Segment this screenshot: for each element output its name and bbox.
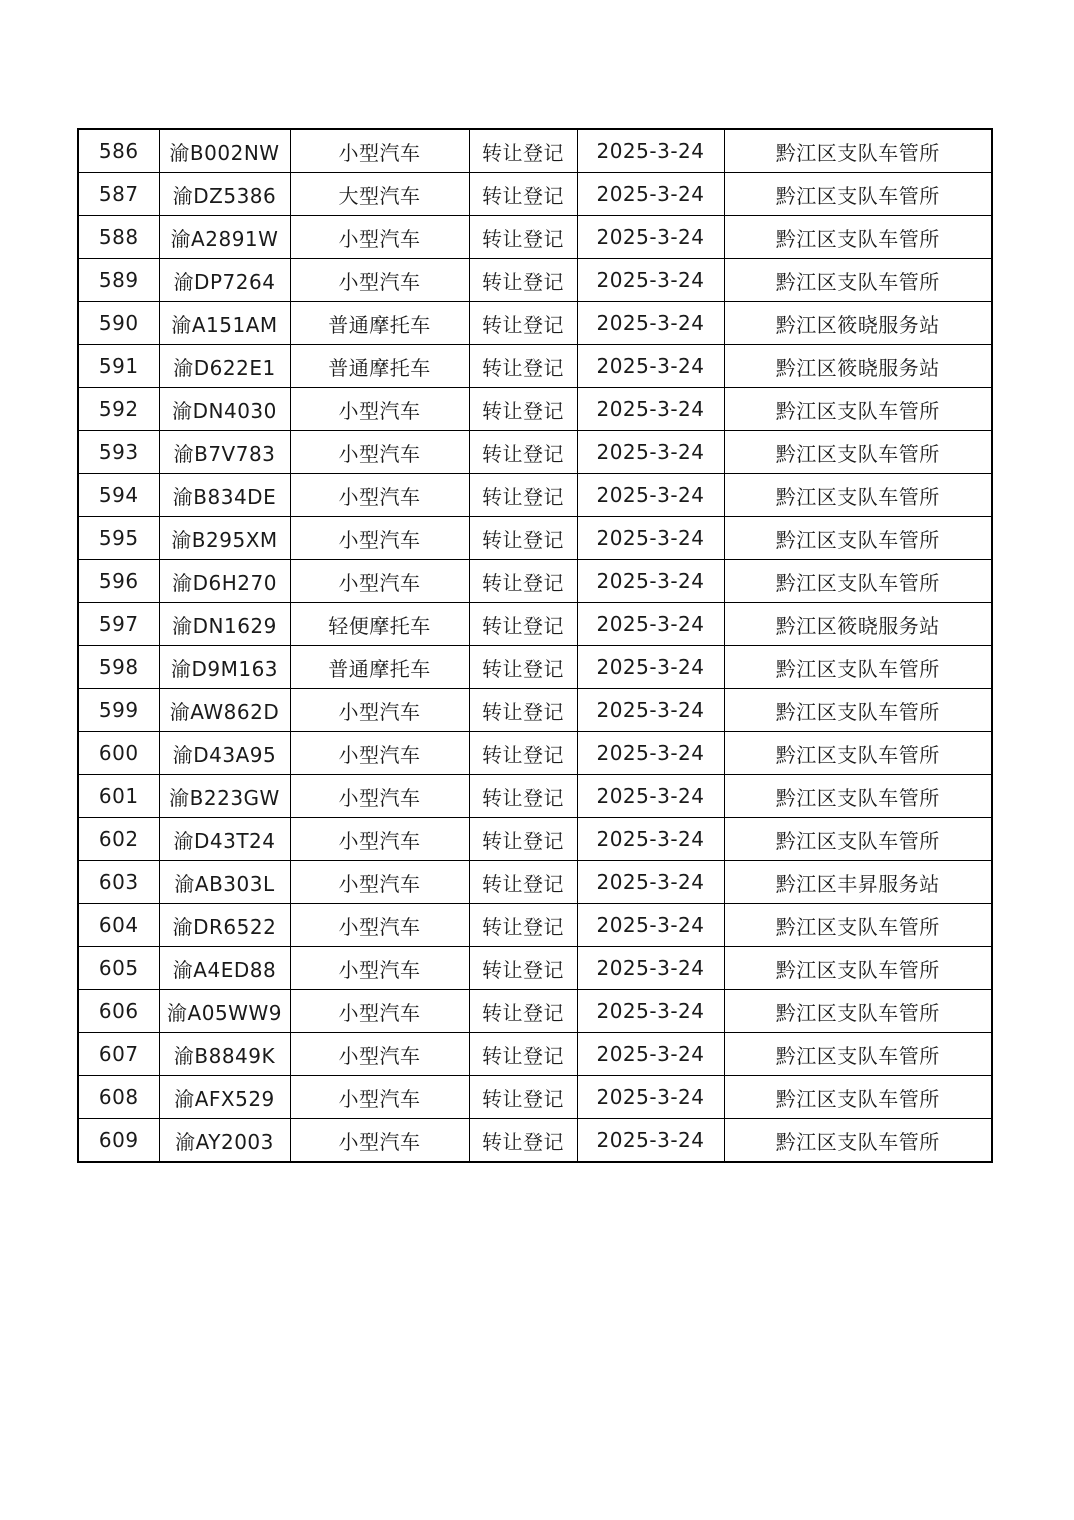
table-row (78, 904, 992, 947)
date-cell: 2025-3-24 (577, 388, 724, 431)
office-cell: 黔江区支队车管所 (724, 129, 992, 173)
date-cell: 2025-3-24 (577, 1033, 724, 1076)
vehicle-type-cell: 小型汽车 (290, 474, 469, 517)
table-row (78, 732, 992, 775)
serial-number-cell: 607 (78, 1033, 159, 1076)
vehicle-type-cell: 小型汽车 (290, 990, 469, 1033)
vehicle-type-cell: 普通摩托车 (290, 646, 469, 689)
date-cell: 2025-3-24 (577, 517, 724, 560)
business-type-cell: 转让登记 (469, 689, 577, 732)
vehicle-type-cell: 小型汽车 (290, 129, 469, 173)
office-cell: 黔江区丰昇服务站 (724, 861, 992, 904)
business-type-cell: 转让登记 (469, 129, 577, 173)
plate-number-cell: 渝B7V783 (159, 431, 290, 474)
office-cell: 黔江区支队车管所 (724, 646, 992, 689)
date-cell: 2025-3-24 (577, 431, 724, 474)
serial-number-cell: 596 (78, 560, 159, 603)
plate-number-cell: 渝A4ED88 (159, 947, 290, 990)
table-row (78, 603, 992, 646)
table-row (78, 1033, 992, 1076)
vehicle-type-cell: 小型汽车 (290, 259, 469, 302)
serial-number-cell: 601 (78, 775, 159, 818)
plate-number-cell: 渝B295XM (159, 517, 290, 560)
office-cell: 黔江区支队车管所 (724, 216, 992, 259)
office-cell: 黔江区支队车管所 (724, 904, 992, 947)
plate-number-cell: 渝AB303L (159, 861, 290, 904)
vehicle-type-cell: 小型汽车 (290, 216, 469, 259)
date-cell: 2025-3-24 (577, 302, 724, 345)
business-type-cell: 转让登记 (469, 947, 577, 990)
serial-number-cell: 609 (78, 1119, 159, 1163)
date-cell: 2025-3-24 (577, 732, 724, 775)
table-row (78, 129, 992, 173)
plate-number-cell: 渝AY2003 (159, 1119, 290, 1163)
vehicle-type-cell: 小型汽车 (290, 431, 469, 474)
serial-number-cell: 595 (78, 517, 159, 560)
table-row (78, 646, 992, 689)
table-row (78, 517, 992, 560)
business-type-cell: 转让登记 (469, 173, 577, 216)
serial-number-cell: 588 (78, 216, 159, 259)
plate-number-cell: 渝DN1629 (159, 603, 290, 646)
vehicle-type-cell: 小型汽车 (290, 732, 469, 775)
plate-number-cell: 渝D43A95 (159, 732, 290, 775)
date-cell: 2025-3-24 (577, 775, 724, 818)
date-cell: 2025-3-24 (577, 259, 724, 302)
business-type-cell: 转让登记 (469, 431, 577, 474)
office-cell: 黔江区支队车管所 (724, 689, 992, 732)
office-cell: 黔江区支队车管所 (724, 259, 992, 302)
table-row (78, 345, 992, 388)
plate-number-cell: 渝DP7264 (159, 259, 290, 302)
serial-number-cell: 608 (78, 1076, 159, 1119)
business-type-cell: 转让登记 (469, 861, 577, 904)
plate-number-cell: 渝B8849K (159, 1033, 290, 1076)
table-row (78, 431, 992, 474)
vehicle-type-cell: 轻便摩托车 (290, 603, 469, 646)
business-type-cell: 转让登记 (469, 904, 577, 947)
plate-number-cell: 渝A05WW9 (159, 990, 290, 1033)
plate-number-cell: 渝AW862D (159, 689, 290, 732)
business-type-cell: 转让登记 (469, 732, 577, 775)
business-type-cell: 转让登记 (469, 646, 577, 689)
table-row (78, 173, 992, 216)
plate-number-cell: 渝DZ5386 (159, 173, 290, 216)
business-type-cell: 转让登记 (469, 603, 577, 646)
table-row (78, 861, 992, 904)
serial-number-cell: 594 (78, 474, 159, 517)
business-type-cell: 转让登记 (469, 990, 577, 1033)
table-row (78, 1076, 992, 1119)
date-cell: 2025-3-24 (577, 216, 724, 259)
office-cell: 黔江区支队车管所 (724, 1033, 992, 1076)
vehicle-type-cell: 小型汽车 (290, 689, 469, 732)
business-type-cell: 转让登记 (469, 216, 577, 259)
table-row (78, 388, 992, 431)
business-type-cell: 转让登记 (469, 818, 577, 861)
business-type-cell: 转让登记 (469, 775, 577, 818)
serial-number-cell: 599 (78, 689, 159, 732)
plate-number-cell: 渝D622E1 (159, 345, 290, 388)
table-row (78, 560, 992, 603)
vehicle-type-cell: 小型汽车 (290, 1076, 469, 1119)
serial-number-cell: 592 (78, 388, 159, 431)
plate-number-cell: 渝B002NW (159, 129, 290, 173)
serial-number-cell: 587 (78, 173, 159, 216)
serial-number-cell: 590 (78, 302, 159, 345)
plate-number-cell: 渝D6H270 (159, 560, 290, 603)
business-type-cell: 转让登记 (469, 517, 577, 560)
serial-number-cell: 604 (78, 904, 159, 947)
date-cell: 2025-3-24 (577, 603, 724, 646)
date-cell: 2025-3-24 (577, 474, 724, 517)
date-cell: 2025-3-24 (577, 1076, 724, 1119)
serial-number-cell: 598 (78, 646, 159, 689)
table-body (78, 129, 992, 1162)
business-type-cell: 转让登记 (469, 259, 577, 302)
office-cell: 黔江区支队车管所 (724, 517, 992, 560)
table-row (78, 1119, 992, 1163)
date-cell: 2025-3-24 (577, 689, 724, 732)
serial-number-cell: 603 (78, 861, 159, 904)
office-cell: 黔江区支队车管所 (724, 775, 992, 818)
date-cell: 2025-3-24 (577, 861, 724, 904)
plate-number-cell: 渝A151AM (159, 302, 290, 345)
serial-number-cell: 605 (78, 947, 159, 990)
date-cell: 2025-3-24 (577, 345, 724, 388)
office-cell: 黔江区筱晓服务站 (724, 603, 992, 646)
serial-number-cell: 602 (78, 818, 159, 861)
vehicle-type-cell: 小型汽车 (290, 818, 469, 861)
table-row (78, 947, 992, 990)
vehicle-type-cell: 小型汽车 (290, 904, 469, 947)
business-type-cell: 转让登记 (469, 474, 577, 517)
office-cell: 黔江区支队车管所 (724, 560, 992, 603)
table-row (78, 818, 992, 861)
serial-number-cell: 600 (78, 732, 159, 775)
plate-number-cell: 渝A2891W (159, 216, 290, 259)
plate-number-cell: 渝D43T24 (159, 818, 290, 861)
business-type-cell: 转让登记 (469, 1076, 577, 1119)
table-row (78, 302, 992, 345)
plate-number-cell: 渝DN4030 (159, 388, 290, 431)
vehicle-type-cell: 小型汽车 (290, 775, 469, 818)
office-cell: 黔江区支队车管所 (724, 474, 992, 517)
vehicle-type-cell: 小型汽车 (290, 560, 469, 603)
date-cell: 2025-3-24 (577, 560, 724, 603)
table-row (78, 689, 992, 732)
table-row (78, 990, 992, 1033)
table-row (78, 474, 992, 517)
table-row (78, 216, 992, 259)
vehicle-type-cell: 普通摩托车 (290, 302, 469, 345)
vehicle-type-cell: 小型汽车 (290, 1119, 469, 1163)
office-cell: 黔江区支队车管所 (724, 732, 992, 775)
vehicle-type-cell: 小型汽车 (290, 947, 469, 990)
date-cell: 2025-3-24 (577, 646, 724, 689)
serial-number-cell: 606 (78, 990, 159, 1033)
office-cell: 黔江区支队车管所 (724, 1076, 992, 1119)
business-type-cell: 转让登记 (469, 1033, 577, 1076)
vehicle-transfer-table (77, 128, 993, 1163)
vehicle-type-cell: 小型汽车 (290, 861, 469, 904)
office-cell: 黔江区支队车管所 (724, 173, 992, 216)
business-type-cell: 转让登记 (469, 1119, 577, 1163)
table-row (78, 259, 992, 302)
serial-number-cell: 586 (78, 129, 159, 173)
serial-number-cell: 597 (78, 603, 159, 646)
plate-number-cell: 渝DR6522 (159, 904, 290, 947)
serial-number-cell: 589 (78, 259, 159, 302)
date-cell: 2025-3-24 (577, 129, 724, 173)
date-cell: 2025-3-24 (577, 818, 724, 861)
table-row (78, 775, 992, 818)
plate-number-cell: 渝B834DE (159, 474, 290, 517)
serial-number-cell: 591 (78, 345, 159, 388)
date-cell: 2025-3-24 (577, 947, 724, 990)
office-cell: 黔江区支队车管所 (724, 818, 992, 861)
serial-number-cell: 593 (78, 431, 159, 474)
vehicle-type-cell: 大型汽车 (290, 173, 469, 216)
office-cell: 黔江区支队车管所 (724, 1119, 992, 1163)
date-cell: 2025-3-24 (577, 173, 724, 216)
vehicle-type-cell: 小型汽车 (290, 388, 469, 431)
vehicle-type-cell: 普通摩托车 (290, 345, 469, 388)
business-type-cell: 转让登记 (469, 345, 577, 388)
date-cell: 2025-3-24 (577, 1119, 724, 1163)
office-cell: 黔江区支队车管所 (724, 388, 992, 431)
business-type-cell: 转让登记 (469, 560, 577, 603)
office-cell: 黔江区支队车管所 (724, 947, 992, 990)
plate-number-cell: 渝D9M163 (159, 646, 290, 689)
vehicle-type-cell: 小型汽车 (290, 1033, 469, 1076)
office-cell: 黔江区支队车管所 (724, 431, 992, 474)
office-cell: 黔江区筱晓服务站 (724, 345, 992, 388)
office-cell: 黔江区支队车管所 (724, 990, 992, 1033)
plate-number-cell: 渝AFX529 (159, 1076, 290, 1119)
date-cell: 2025-3-24 (577, 904, 724, 947)
business-type-cell: 转让登记 (469, 302, 577, 345)
office-cell: 黔江区筱晓服务站 (724, 302, 992, 345)
plate-number-cell: 渝B223GW (159, 775, 290, 818)
vehicle-type-cell: 小型汽车 (290, 517, 469, 560)
business-type-cell: 转让登记 (469, 388, 577, 431)
date-cell: 2025-3-24 (577, 990, 724, 1033)
